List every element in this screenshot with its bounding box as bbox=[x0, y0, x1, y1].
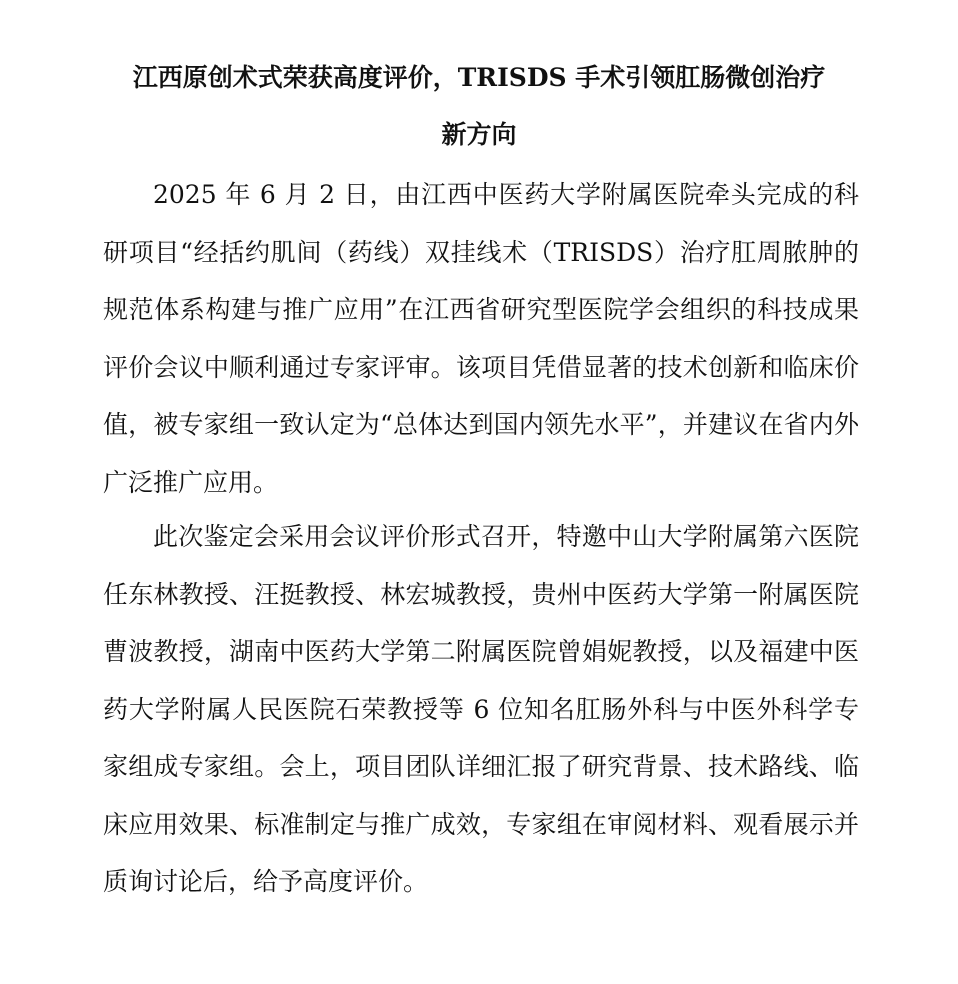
article-paragraph-1: 2025 年 6 月 2 日，由江西中医药大学附属医院牵头完成的科研项目“经括约肌间（药线）双挂线术（TRISDS）治疗肛周脓肿的规范体系构建与推广应用”在江西省研究型医院学会组织的科技成果评价会议中顺利通过专家评审。该项目凭借显著的技术创新和临床价值，被专家组一致认定为“总体达到国内领先水平”，并建议在省内外广泛推广应用。 bbox=[103, 180, 859, 497]
article-paragraph-2: 此次鉴定会采用会议评价形式召开，特邀中山大学附属第六医院任东林教授、汪挺教授、林宏城教授，贵州中医药大学第一附属医院曹波教授，湖南中医药大学第二附属医院曾娟妮教授，以及福建中医药大学附属人民医院石荣教授等 6 位知名肛肠外科与中医外科学专家组成专家组。会上，项目团队详细汇报了研究背景、技术路线、临床应用效果、标准制定与推广成效，专家组在审阅材料、观看展示并质询讨论后，给予高度评价。 bbox=[103, 522, 859, 896]
article-title-line-2: 新方向 bbox=[441, 120, 517, 149]
article-title-line-1: 江西原创术式荣获高度评价，TRISDS 手术引领肛肠微创治疗 bbox=[132, 63, 826, 92]
